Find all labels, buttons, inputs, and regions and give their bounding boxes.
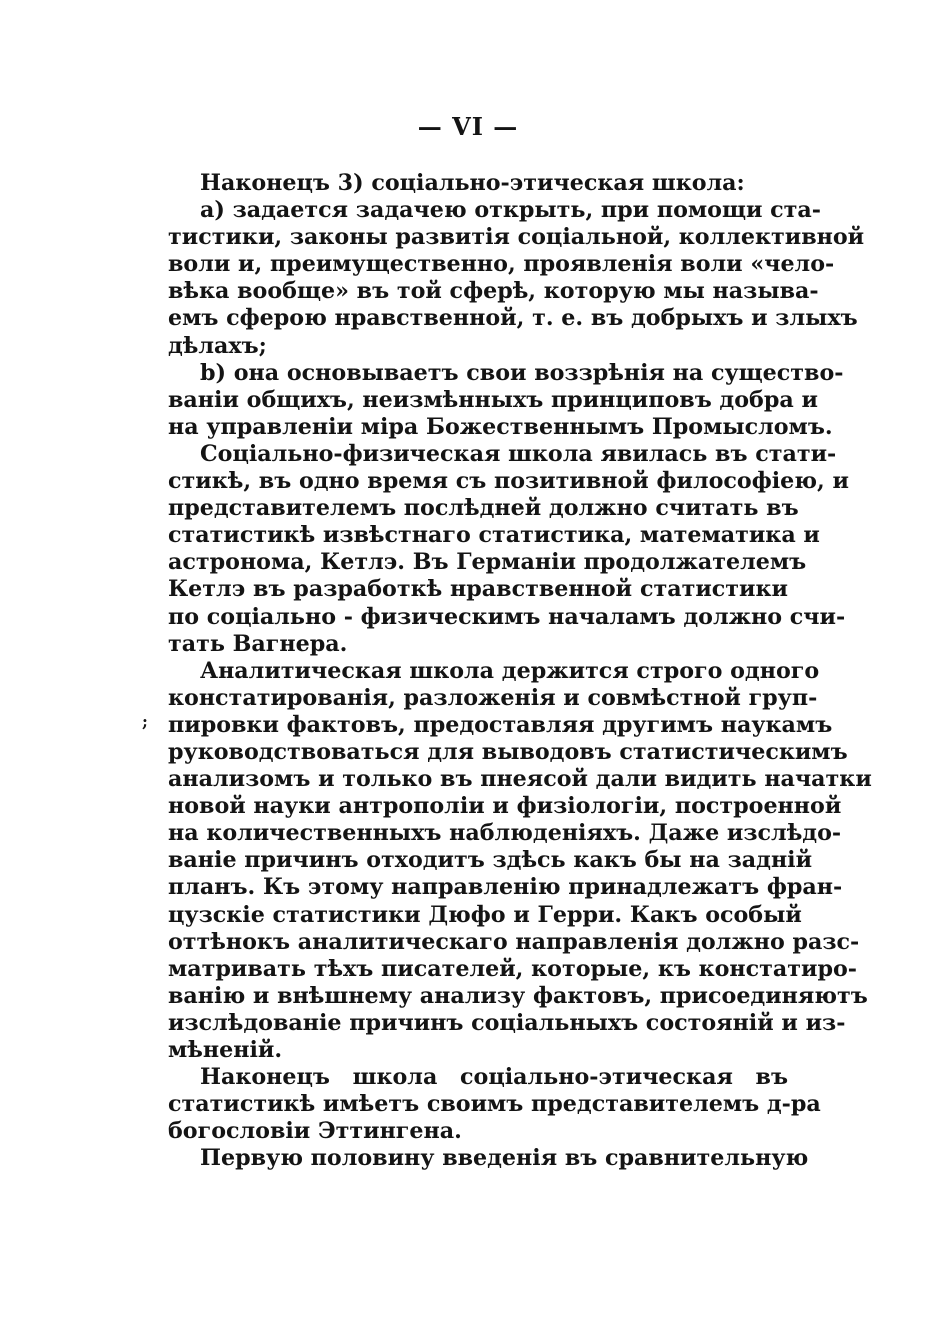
text-line: изслѣдованіе причинъ соціальныхъ состояній и из-	[168, 1009, 846, 1036]
text-line: Кетлэ въ разработкѣ нравственной статистики	[168, 576, 788, 603]
paragraph-social-physical-school	[168, 440, 849, 658]
text-line: Наконецъ школа соціально-этическая въ	[200, 1064, 788, 1091]
paragraph-social-ethical-school	[168, 1064, 821, 1145]
text-line: b) она основываетъ свои воззрѣнія на существо-	[200, 359, 844, 386]
text-line: ваніе причинъ отходитъ здѣсь какъ бы на задній	[168, 847, 813, 874]
text-line: цузскіе статистики Дюфо и Герри. Какъ особый	[168, 901, 802, 928]
text-line: тистики, законы развитія соціальной, коллективной	[168, 224, 865, 251]
margin-mark: ;	[142, 712, 148, 731]
text-line: по соціально - физическимъ началамъ должно счи-	[168, 603, 846, 630]
text-line: астронома, Кетлэ. Въ Германіи продолжателемъ	[168, 549, 807, 576]
text-line: представителемъ послѣдней должно считать въ	[168, 495, 799, 522]
text-line: ванію и внѣшнему анализу фактовъ, присоединяютъ	[168, 982, 868, 1009]
text-line: вѣка вообще» въ той сферѣ, которую мы называ-	[168, 278, 819, 305]
text-line: Аналитическая школа держится строго одного	[200, 657, 820, 684]
text-line: мѣненій.	[168, 1037, 283, 1063]
text-line: стикѣ, въ одно время съ позитивной философіею, и	[168, 468, 849, 495]
text-line: богословіи Эттингена.	[168, 1118, 462, 1145]
text-line: статистикѣ имѣетъ своимъ представителемъ д-ра	[168, 1091, 821, 1118]
text-line: на управленіи міра Божественнымъ Промысломъ.	[168, 413, 833, 440]
text-line: тать Вагнера.	[168, 630, 348, 657]
text-line: констатированія, разложенія и совмѣстной груп-	[168, 684, 818, 711]
text-line: ваніи общихъ, неизмѣнныхъ принциповъ добра и	[168, 386, 818, 413]
text-line: новой науки антрополіи и физіологіи, построенной	[168, 793, 842, 820]
text-line: планъ. Къ этому направленію принадлежатъ фран-	[168, 874, 843, 901]
text-line: воли и, преимущественно, проявленія воли «чело-	[168, 251, 835, 278]
text-line: на количественныхъ наблюденіяхъ. Даже изслѣдо-	[168, 820, 842, 847]
paragraph-point-a	[168, 197, 865, 360]
text-line: оттѣнокъ аналитическаго направленія должно разс-	[168, 928, 860, 955]
text-line: дѣлахъ;	[168, 332, 267, 359]
text-line: пировки фактовъ, предоставляя другимъ наукамъ	[168, 711, 833, 738]
page-number: — VI —	[417, 112, 519, 141]
paragraph-continuation	[168, 1145, 809, 1172]
body-text	[168, 170, 872, 1172]
text-line: руководствоваться для выводовъ статистическимъ	[168, 738, 848, 765]
text-line: статистикѣ извѣстнаго статистика, математика и	[168, 522, 820, 549]
text-line: матривать тѣхъ писателей, которые, къ констатиро-	[168, 955, 858, 982]
paragraph-intro	[168, 170, 788, 197]
paragraph-analytical-school	[168, 657, 872, 1064]
text-line: a) задается задачею открыть, при помощи ста-	[200, 197, 821, 224]
text-line: Первую половину введенія въ сравнительную	[200, 1145, 809, 1172]
text-line: Наконецъ 3) соціально-этическая школа:	[200, 170, 745, 196]
text-line: Соціально-физическая школа явилась въ стати-	[200, 440, 837, 467]
text-line: анализомъ и только въ пнеясой дали видить начатки	[168, 766, 872, 793]
text-line: емъ сферою нравственной, т. е. въ добрыхъ и злыхъ	[168, 305, 858, 332]
paragraph-point-b	[168, 359, 844, 441]
